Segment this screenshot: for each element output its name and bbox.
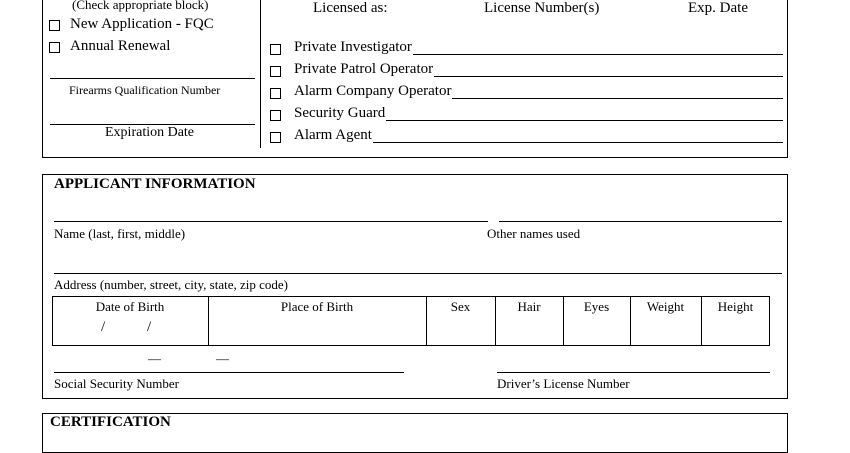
private-investigator-label: Private Investigator — [294, 39, 412, 55]
ssn-dash: — — [148, 351, 161, 366]
license-row-security-guard — [268, 105, 783, 125]
license-row-private-patrol-operator — [268, 61, 783, 81]
hair-header: Hair — [517, 299, 541, 314]
height-cell[interactable] — [701, 296, 770, 346]
weight-cell[interactable] — [630, 296, 701, 346]
other-names-label: Other names used — [487, 226, 581, 241]
other-names-field[interactable] — [499, 221, 782, 222]
alarm-company-operator-checkbox[interactable] — [270, 88, 281, 99]
license-row-alarm-agent — [268, 127, 783, 147]
check-instruction: (Check appropriate block) — [72, 0, 209, 12]
ssn-field[interactable] — [54, 372, 404, 373]
annual-renewal-label: Annual Renewal — [70, 38, 171, 54]
license-numbers-header: License Number(s) — [484, 0, 600, 16]
certification-title: CERTIFICATION — [50, 414, 171, 430]
place-of-birth-cell[interactable] — [208, 296, 426, 346]
alarm-agent-label: Alarm Agent — [294, 127, 372, 143]
sex-cell[interactable] — [426, 296, 495, 346]
hair-cell[interactable] — [495, 296, 563, 346]
security-guard-label: Security Guard — [294, 105, 386, 121]
fqn-field[interactable] — [50, 78, 255, 79]
annual-renewal-checkbox[interactable] — [49, 42, 60, 53]
fqn-label: Firearms Qualification Number — [69, 83, 221, 97]
eyes-cell[interactable] — [563, 296, 630, 346]
alarm-company-operator-label: Alarm Company Operator — [294, 83, 452, 99]
applicant-info-title: APPLICANT INFORMATION — [54, 176, 256, 192]
ssn-label: Social Security Number — [54, 376, 179, 391]
private-patrol-operator-label: Private Patrol Operator — [294, 61, 434, 77]
ssn-dash: — — [216, 351, 229, 366]
place-of-birth-header: Place of Birth — [280, 299, 354, 314]
dob-header: Date of Birth — [95, 299, 165, 314]
expiration-date-label: Expiration Date — [105, 125, 195, 140]
license-row-private-investigator — [268, 39, 783, 59]
licensed-as-header: Licensed as: — [313, 0, 388, 16]
weight-header: Weight — [646, 299, 685, 314]
eyes-header: Eyes — [583, 299, 610, 314]
security-guard-checkbox[interactable] — [270, 110, 281, 121]
exp-date-header: Exp. Date — [688, 0, 748, 16]
sex-header: Sex — [450, 299, 471, 314]
dob-separator: / — [101, 319, 106, 335]
name-label: Name (last, first, middle) — [54, 226, 186, 241]
dob-cell[interactable] — [52, 296, 208, 346]
address-field[interactable] — [54, 273, 782, 274]
private-investigator-checkbox[interactable] — [270, 44, 281, 55]
address-label: Address (number, street, city, state, zip code) — [54, 277, 288, 292]
license-row-alarm-company-operator — [268, 83, 783, 103]
name-field[interactable] — [54, 221, 488, 222]
drivers-license-label: Driver’s License Number — [497, 376, 630, 391]
new-application-label: New Application - FQC — [70, 16, 214, 32]
top-section-divider — [260, 0, 261, 148]
new-application-checkbox[interactable] — [49, 20, 60, 31]
drivers-license-field[interactable] — [497, 372, 770, 373]
height-header: Height — [717, 299, 754, 314]
dob-separator: / — [147, 319, 152, 335]
private-patrol-operator-checkbox[interactable] — [270, 66, 281, 77]
alarm-agent-checkbox[interactable] — [270, 132, 281, 143]
